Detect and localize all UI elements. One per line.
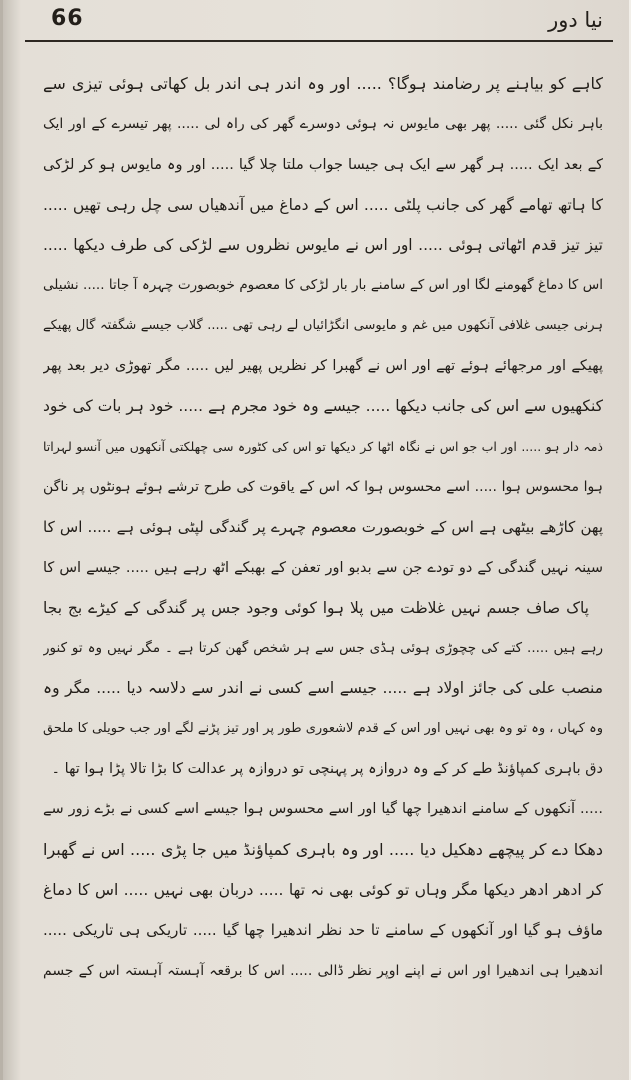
text-line: رہے ہیں ..... کتے کی چچوڑی ہوئی ہڈی جس سے ہر شخص گھن کرتا ہے ۔ مگر نہیں وہ تو کنور xyxy=(43,640,603,657)
text-line: پھیکے اور مرجھائے ہوئے تھے اور اس نے گھبرا کر نظریں پھیر لیں ..... مگر تھوڑی دیر بعد پھر xyxy=(43,358,603,375)
text-line: تیز تیز قدم اٹھاتی ہوئی ..... اور اس نے مایوس نظروں سے لڑکی کی طرف دیکھا ..... xyxy=(43,236,603,255)
text-line: کنکھیوں سے اس کی جانب دیکھا ..... جیسے وہ خود مجرم ہے ..... خود ہر بات کی خود xyxy=(43,397,603,416)
text-line: منصب علی کی جائز اولاد ہے ..... جیسے اسے کسی نے اندر سے دلاسہ دیا ..... مگر وہ xyxy=(43,679,603,698)
page-number: 66 xyxy=(51,6,84,31)
body-text xyxy=(43,64,603,991)
text-line: پھن کاڑھے بیٹھی ہے اس کے خوبصورت معصوم چہرے پر گندگی لپٹی ہوئی ہے ..... اس کا xyxy=(43,518,603,537)
text-line: پاک صاف جسم نہیں غلاظت میں پلا ہوا کوئی وجود جس پر گندگی کے کیڑے بج بجا xyxy=(43,598,589,617)
text-line: ذمہ دار ہو ..... اور اب جو اس نے نگاہ اٹھا کر دیکھا تو اس کی کٹورہ سی چھلکتی آنکھوں میں آنسو لہراتا xyxy=(43,438,603,454)
text-line: کے بعد ایک ..... ہر گھر سے ایک ہی جیسا جواب ملتا چلا گیا ..... اور وہ مایوس ہو کر لڑکی xyxy=(43,156,603,173)
running-header-title: نیا دور xyxy=(548,8,603,32)
text-line: اس کا دماغ گھومنے لگا اور اس کے سامنے بار بار لڑکی کا معصوم خوبصورت چہرہ آ جاتا ..... نشیلی xyxy=(43,277,603,294)
text-line: اندھیرا ہی اندھیرا اور اس نے اپنے اوپر نظر ڈالی ..... اس کا برقعہ آہستہ آہستہ اس کے جسم xyxy=(43,962,603,979)
text-line: کاہے کو بیاہنے پر رضامند ہوگا؟ ..... اور وہ اندر ہی اندر بل کھاتی ہوئی تیزی سے xyxy=(43,74,603,93)
text-line: ہوا محسوس ہوا ..... اسے محسوس ہوا کہ اس کے یاقوت کی طرح ترشے ہوئے ہونٹوں پر ناگن xyxy=(43,478,603,495)
text-line: ہرنی جیسی غلافی آنکھوں میں غم و مایوسی انگڑائیاں لے رہی تھی ..... گلاب جیسے شگفتہ گال پھیکے xyxy=(43,317,603,333)
text-line: کا ہاتھ تھامے گھر کی جانب پلٹی ..... اس کے دماغ میں آندھیاں سی چل رہی تھیں ..... xyxy=(43,195,603,214)
text-line: سینہ نہیں گندگی کے دو تودے جن سے بدبو اور تعفن کے بھبکے اٹھ رہے ہیں ..... جیسے اس کا xyxy=(43,559,603,576)
text-line: ماؤف ہو گیا اور آنکھوں کے سامنے تا حد نظر اندھیرا چھا گیا ..... تاریکی ہی تاریکی ..... xyxy=(43,921,603,940)
text-line: کر ادھر ادھر دیکھا مگر وہاں تو کوئی بھی نہ تھا ..... دربان بھی نہیں ..... اس کا دماغ xyxy=(43,880,603,899)
header-rule xyxy=(25,40,613,42)
text-line: وہ کہاں ، وہ تو وہ بھی نہیں اور اس کے قدم لاشعوری طور پر اور تیز پڑنے لگے اور جب حویلی کا ملحق xyxy=(43,720,603,736)
text-line: دق باہری کمپاؤنڈ طے کر کے وہ دروازہ پر پہنچی تو دروازہ پر عدالت کا بڑا تالا پڑا ہوا تھا ۔ xyxy=(51,761,603,778)
text-line: ..... آنکھوں کے سامنے اندھیرا چھا گیا اور اسے محسوس ہوا جیسے اسے کسی نے بڑے زور سے xyxy=(43,801,603,818)
text-line: باہر نکل گئی ..... پھر بھی مایوس نہ ہوئی دوسرے گھر کی راہ لی ..... پھر تیسرے کے اور ایک xyxy=(43,116,603,133)
text-line: دھکا دے کر پیچھے دھکیل دیا ..... اور وہ باہری کمپاؤنڈ میں جا پڑی ..... اس نے گھبرا xyxy=(43,839,603,859)
